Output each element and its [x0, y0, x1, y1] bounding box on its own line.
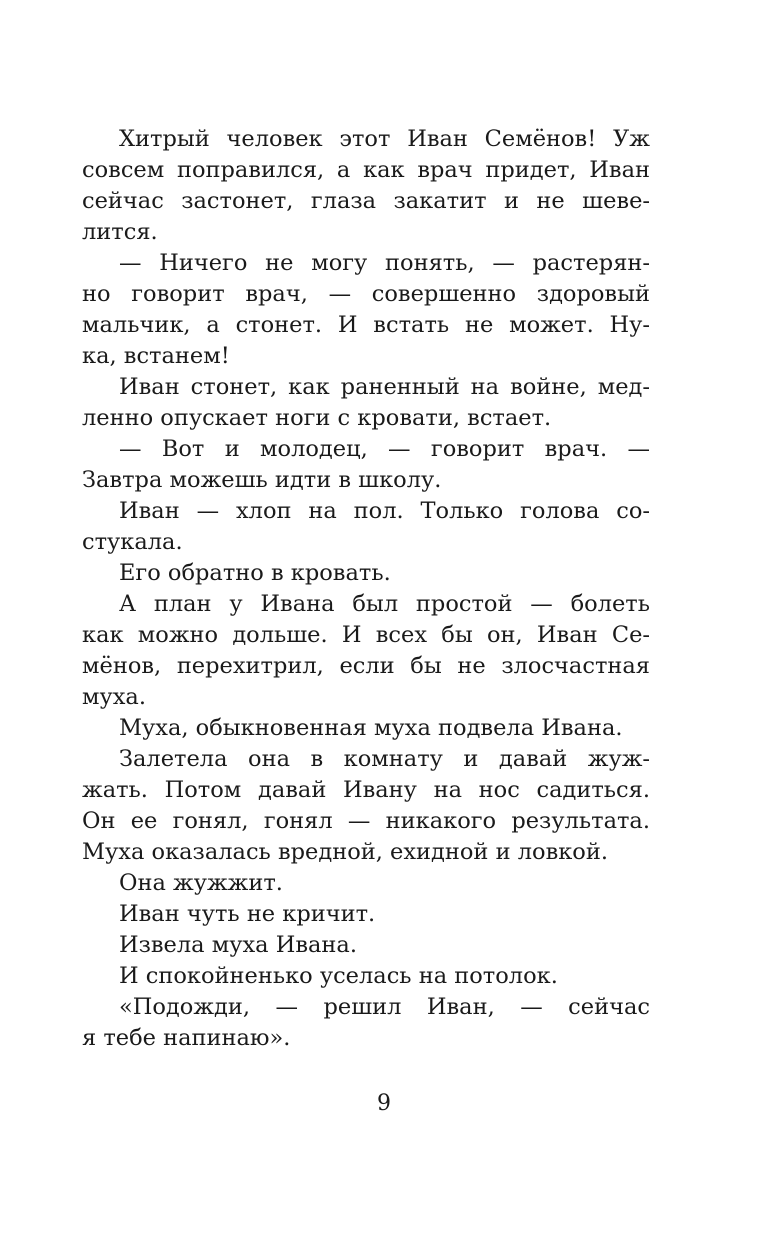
- page-body-text: [82, 124, 650, 1054]
- text-line: ленно опускает ноги с кровати, встает.: [82, 405, 552, 431]
- text-line: Муха оказалась вредной, ехидной и ловкой.: [82, 839, 608, 865]
- text-line: И спокойненько уселась на потолок.: [119, 963, 558, 989]
- text-line: А план у Ивана был простой — болеть: [119, 591, 650, 617]
- text-line: Хитрый человек этот Иван Семёнов! Уж: [119, 126, 650, 152]
- text-line: Иван чуть не кричит.: [119, 901, 376, 927]
- text-line: мёнов, перехитрил, если бы не злосчастная: [82, 653, 650, 679]
- text-line: Залетела она в комнату и давай жуж-: [119, 746, 650, 772]
- text-line: — Вот и молодец, — говорит врач. —: [119, 436, 650, 462]
- text-line: «Подожди, — решил Иван, — сейчас: [119, 994, 650, 1020]
- text-line: сейчас застонет, глаза закатит и не шеве-: [82, 188, 650, 214]
- text-line: совсем поправился, а как врач придет, Иван: [82, 157, 650, 183]
- text-line: жать. Потом давай Ивану на нос садиться.: [82, 777, 650, 803]
- text-line: Его обратно в кровать.: [119, 560, 391, 586]
- text-line: лится.: [82, 219, 158, 245]
- text-line: ка, встанем!: [82, 343, 230, 369]
- text-line: Извела муха Ивана.: [119, 932, 357, 958]
- text-line: я тебе напинаю».: [82, 1025, 291, 1051]
- text-line: Она жужжит.: [119, 870, 283, 896]
- text-line: — Ничего не могу понять, — растерян-: [119, 250, 650, 276]
- text-line: Иван стонет, как раненный на войне, мед-: [119, 374, 650, 400]
- text-line: мальчик, а стонет. И встать не может. Ну-: [82, 312, 650, 338]
- text-line: Муха, обыкновенная муха подвела Ивана.: [119, 715, 623, 741]
- text-line: как можно дольше. И всех бы он, Иван Се-: [82, 622, 650, 648]
- text-line: стукала.: [82, 529, 183, 555]
- text-line: Иван — хлоп на пол. Только голова со-: [119, 498, 650, 524]
- text-line: Он ее гонял, гонял — никакого результата.: [82, 808, 650, 834]
- page-number: 9: [377, 1091, 391, 1116]
- text-line: но говорит врач, — совершенно здоровый: [82, 281, 650, 307]
- text-line: муха.: [82, 684, 146, 710]
- text-line: Завтра можешь идти в школу.: [82, 467, 442, 493]
